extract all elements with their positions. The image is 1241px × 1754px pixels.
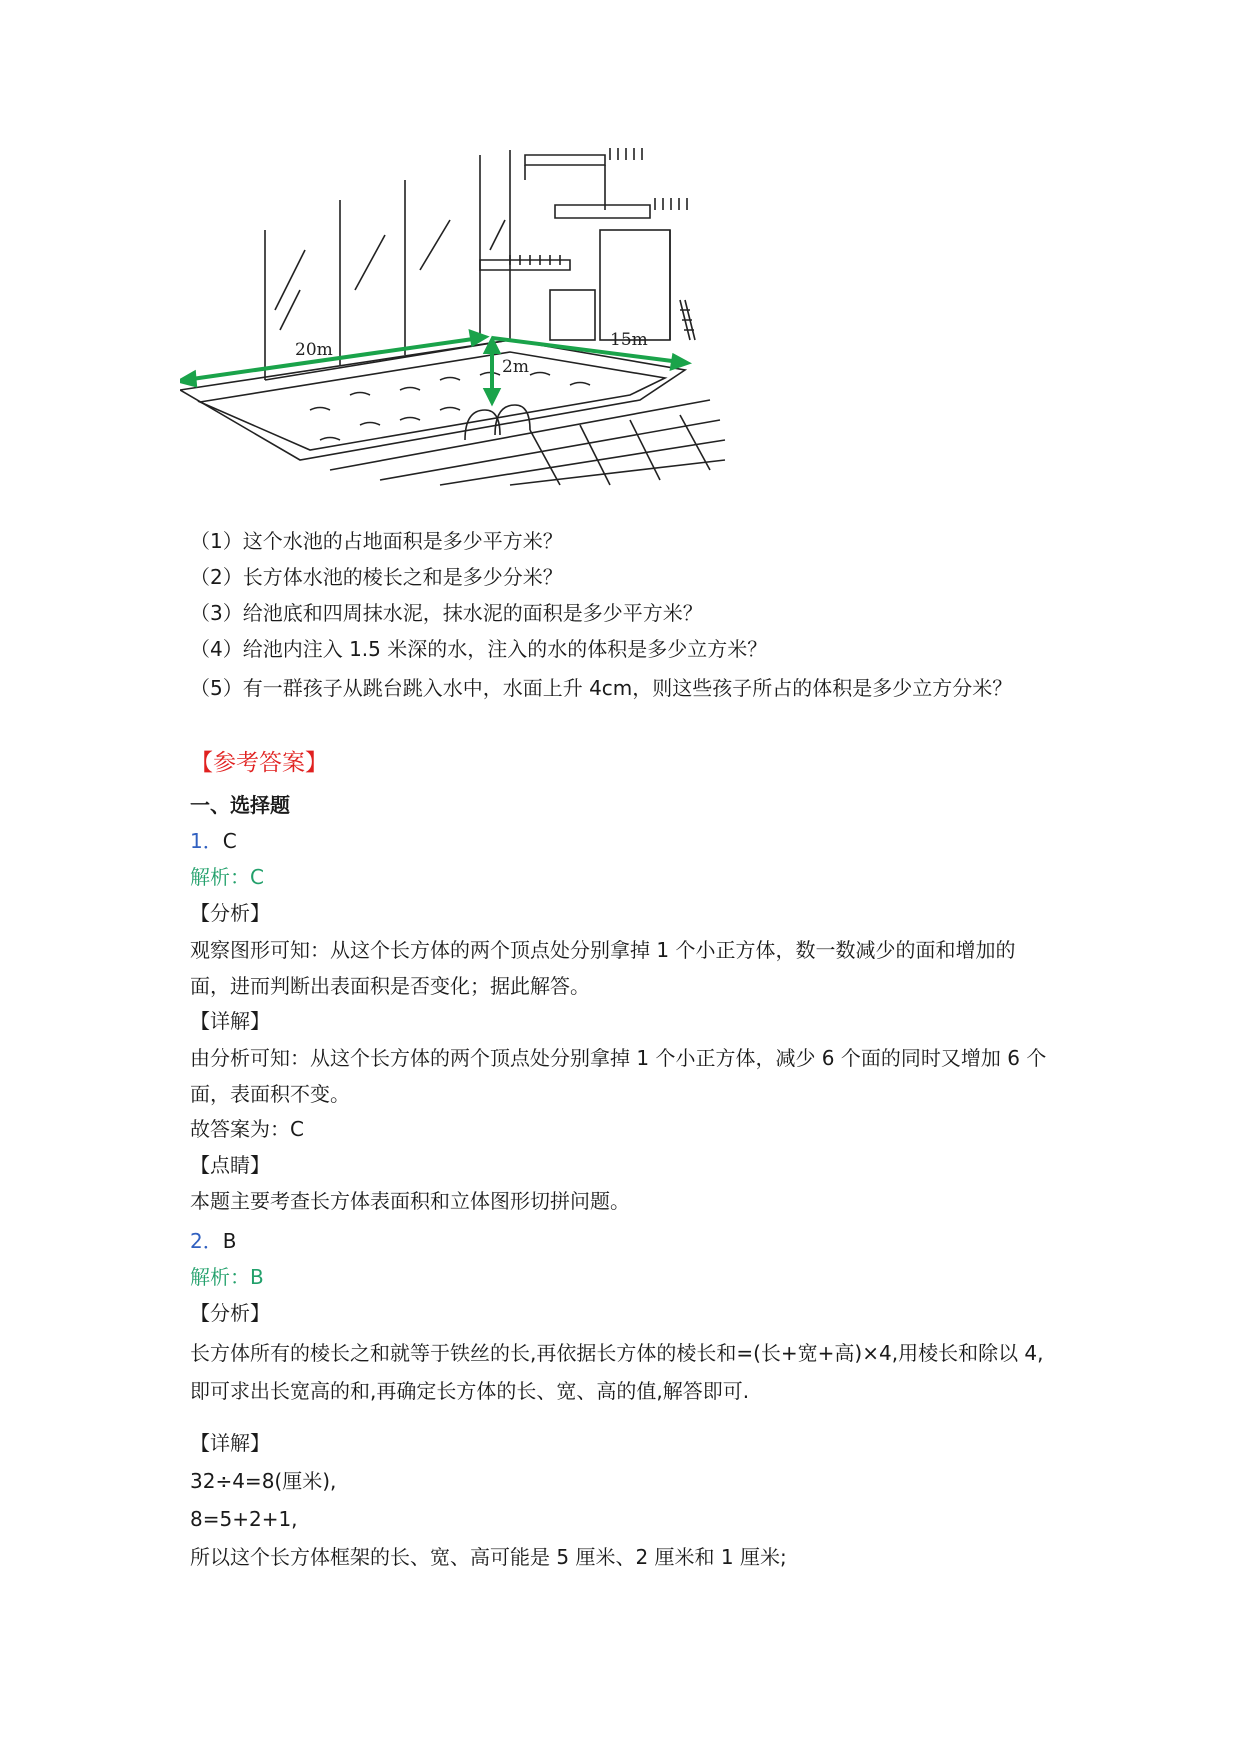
label-15m: 15m	[610, 330, 648, 350]
pool-figure	[180, 140, 780, 520]
answer-2-choice: B	[222, 1229, 237, 1253]
answer-2-step-2: 8=5+2+1,	[190, 1507, 298, 1531]
answer-2-xiangjie-tag: 【详解】	[190, 1431, 270, 1455]
answer-1-xiangjie-tag: 【详解】	[190, 1009, 270, 1033]
answer-1-final: 故答案为：C	[190, 1117, 304, 1141]
answer-2-fenxi-tag: 【分析】	[190, 1301, 270, 1325]
answer-1-fenxi: 观察图形可知：从这个长方体的两个顶点处分别拿掉 1 个小正方体，数一数减少的面和增加的面，进而判断出表面积是否变化；据此解答。	[190, 938, 1016, 998]
pool-illustration	[180, 140, 780, 520]
answer-1-choice: C	[222, 829, 237, 853]
answer-2-number: 2．	[190, 1229, 223, 1253]
answer-header: 【参考答案】	[190, 750, 328, 776]
answer-2-step-1: 32÷4=8(厘米),	[190, 1469, 337, 1493]
answer-1-fenxi-tag: 【分析】	[190, 901, 270, 925]
answer-1-line	[190, 826, 237, 856]
answer-1-dianjing: 本题主要考查长方体表面积和立体图形切拼问题。	[190, 1189, 630, 1213]
label-2m: 2m	[502, 357, 529, 377]
answer-2-step-3: 所以这个长方体框架的长、宽、高可能是 5 厘米、2 厘米和 1 厘米;	[190, 1545, 787, 1569]
answer-1-number: 1．	[190, 829, 223, 853]
question-5: （5）有一群孩子从跳台跳入水中，水面上升 4cm，则这些孩子所占的体积是多少立方分米？	[190, 676, 1013, 700]
question-3: （3）给池底和四周抹水泥，抹水泥的面积是多少平方米？	[190, 601, 703, 625]
section-title: 一、选择题	[190, 793, 290, 817]
answer-1-xiangjie: 由分析可知：从这个长方体的两个顶点处分别拿掉 1 个小正方体，减少 6 个面的同时又增加 6 个面，表面积不变。	[190, 1046, 1047, 1106]
question-2: （2）长方体水池的棱长之和是多少分米？	[190, 565, 563, 589]
answer-2-jiexi: 解析：B	[190, 1265, 264, 1289]
answer-1-jiexi: 解析：C	[190, 865, 264, 889]
answer-2-line	[190, 1226, 236, 1256]
question-1: （1）这个水池的占地面积是多少平方米？	[190, 529, 563, 553]
label-20m: 20m	[295, 340, 333, 360]
question-4: （4）给池内注入 1.5 米深的水，注入的水的体积是多少立方米？	[190, 637, 768, 661]
answer-2-fenxi: 长方体所有的棱长之和就等于铁丝的长,再依据长方体的棱长和=(长+宽+高)×4,用棱长和除以 4,即可求出长宽高的和,再确定长方体的长、宽、高的值,解答即可.	[190, 1341, 1044, 1403]
answer-1-dianjing-tag: 【点睛】	[190, 1153, 270, 1177]
